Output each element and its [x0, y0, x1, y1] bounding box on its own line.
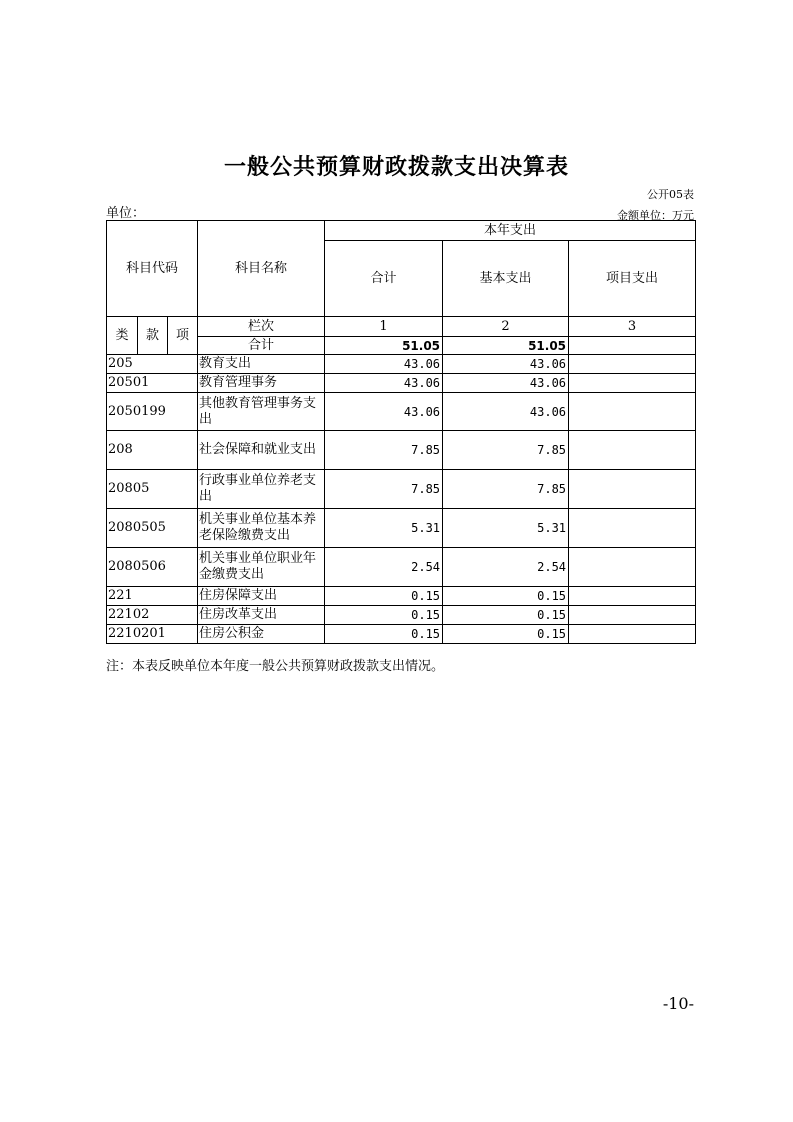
- row-code: 2050199: [107, 393, 198, 431]
- table-note: 注：本表反映单位本年度一般公共预算财政拨款支出情况。: [106, 659, 445, 674]
- row-name: 住房改革支出: [198, 606, 325, 625]
- table-row: [107, 470, 696, 509]
- row-total: 7.85: [325, 470, 443, 509]
- table-row: [107, 509, 696, 548]
- header-lei: 类: [107, 317, 138, 355]
- row-project: [569, 548, 696, 587]
- money-unit-label: 金额单位：万元: [617, 209, 694, 222]
- column-number-row: [107, 317, 696, 337]
- table-row: [107, 393, 696, 431]
- table-row: [107, 606, 696, 625]
- row-code: 2080505: [107, 509, 198, 548]
- row-total: 2.54: [325, 548, 443, 587]
- row-basic: 0.15: [443, 625, 569, 644]
- header-project: 项目支出: [569, 241, 696, 317]
- row-name: 其他教育管理事务支出: [198, 393, 325, 431]
- row-project: [569, 509, 696, 548]
- header-row-1: [107, 221, 696, 241]
- page-number: -10-: [662, 994, 694, 1013]
- row-project: [569, 374, 696, 393]
- row-code: 221: [107, 587, 198, 606]
- row-total: 7.85: [325, 431, 443, 470]
- row-basic: 5.31: [443, 509, 569, 548]
- table-row: [107, 625, 696, 644]
- total-project: [569, 337, 696, 355]
- header-year-group: 本年支出: [325, 221, 696, 241]
- row-name: 行政事业单位养老支出: [198, 470, 325, 509]
- row-code: 208: [107, 431, 198, 470]
- column-number-1: 1: [325, 317, 443, 337]
- row-project: [569, 355, 696, 374]
- row-project: [569, 606, 696, 625]
- row-name: 机关事业单位基本养老保险缴费支出: [198, 509, 325, 548]
- table-row: [107, 355, 696, 374]
- row-code: 20501: [107, 374, 198, 393]
- header-code-group: 科目代码: [107, 221, 198, 317]
- row-project: [569, 625, 696, 644]
- column-label: 栏次: [198, 317, 325, 337]
- row-basic: 43.06: [443, 355, 569, 374]
- row-name: 住房公积金: [198, 625, 325, 644]
- table-row: [107, 548, 696, 587]
- row-basic: 0.15: [443, 587, 569, 606]
- row-basic: 7.85: [443, 470, 569, 509]
- row-code: 205: [107, 355, 198, 374]
- form-number: 公开05表: [647, 188, 694, 201]
- row-basic: 0.15: [443, 606, 569, 625]
- row-name: 教育管理事务: [198, 374, 325, 393]
- total-amount: 51.05: [325, 337, 443, 355]
- row-total: 0.15: [325, 625, 443, 644]
- row-project: [569, 393, 696, 431]
- row-name: 住房保障支出: [198, 587, 325, 606]
- row-total: 0.15: [325, 587, 443, 606]
- row-total: 43.06: [325, 355, 443, 374]
- column-number-2: 2: [443, 317, 569, 337]
- row-basic: 43.06: [443, 393, 569, 431]
- row-project: [569, 470, 696, 509]
- column-number-3: 3: [569, 317, 696, 337]
- table-row: [107, 374, 696, 393]
- row-total: 43.06: [325, 393, 443, 431]
- header-basic: 基本支出: [443, 241, 569, 317]
- total-label: 合计: [198, 337, 325, 355]
- row-code: 22102: [107, 606, 198, 625]
- row-total: 43.06: [325, 374, 443, 393]
- row-total: 0.15: [325, 606, 443, 625]
- row-code: 2080506: [107, 548, 198, 587]
- row-basic: 7.85: [443, 431, 569, 470]
- row-code: 20805: [107, 470, 198, 509]
- row-name: 机关事业单位职业年金缴费支出: [198, 548, 325, 587]
- row-basic: 2.54: [443, 548, 569, 587]
- table-row: [107, 587, 696, 606]
- header-name: 科目名称: [198, 221, 325, 317]
- header-kuan: 款: [138, 317, 168, 355]
- unit-label: 单位：: [106, 206, 146, 221]
- row-total: 5.31: [325, 509, 443, 548]
- table-row: [107, 431, 696, 470]
- row-code: 2210201: [107, 625, 198, 644]
- header-total: 合计: [325, 241, 443, 317]
- header-xiang: 项: [168, 317, 198, 355]
- expenditure-table: [106, 220, 696, 644]
- row-basic: 43.06: [443, 374, 569, 393]
- total-basic: 51.05: [443, 337, 569, 355]
- row-name: 教育支出: [198, 355, 325, 374]
- page-title: 一般公共预算财政拨款支出决算表: [223, 155, 569, 180]
- row-project: [569, 431, 696, 470]
- row-project: [569, 587, 696, 606]
- row-name: 社会保障和就业支出: [198, 431, 325, 470]
